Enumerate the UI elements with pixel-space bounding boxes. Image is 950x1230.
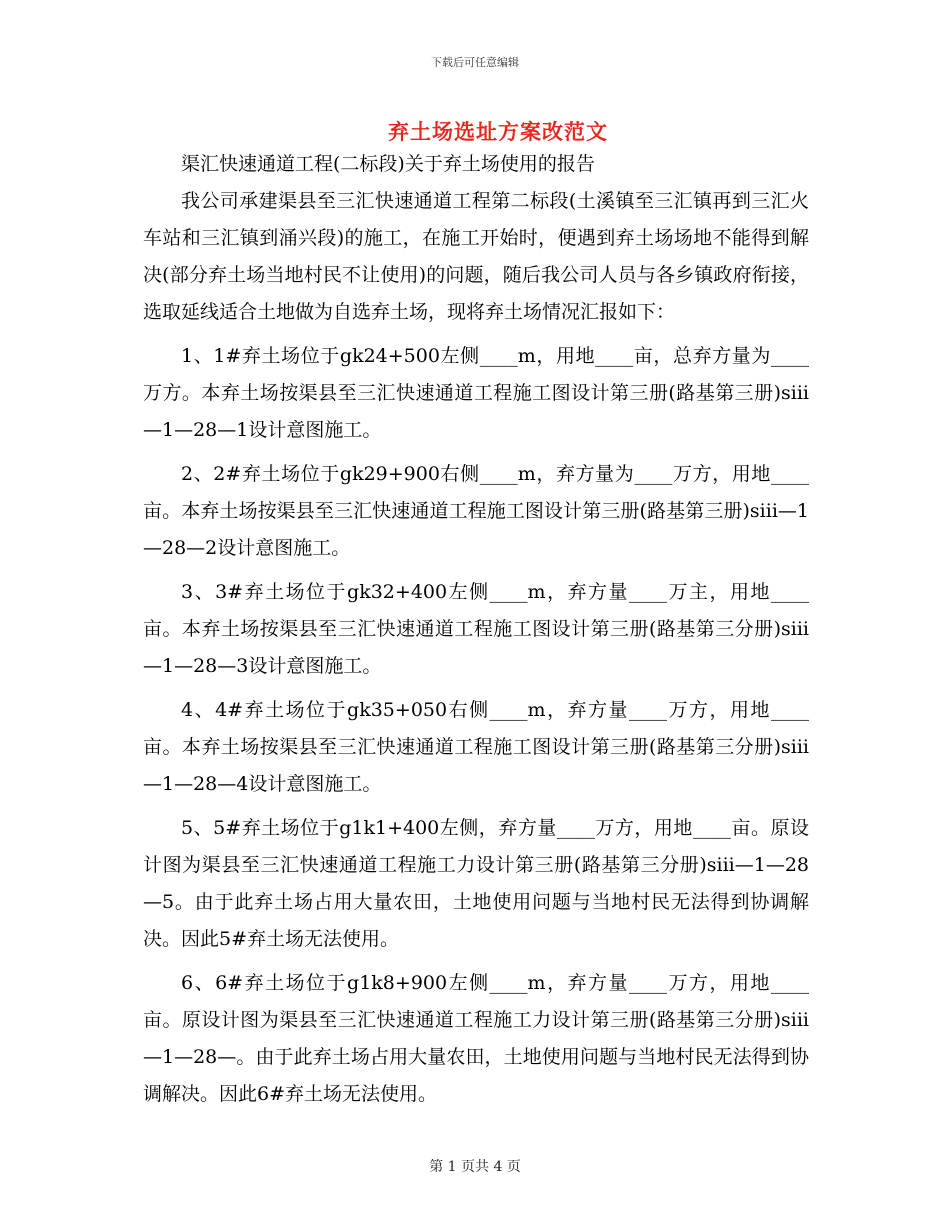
document-body (143, 146, 809, 1113)
page-header-note: 下载后可任意编辑 (431, 56, 519, 69)
item-paragraph-5: 5、5#弃土场位于g1k1+400左侧，弃方量____万方，用地____亩。原设计图为渠县至三汇快速通道工程施工力设计第三册(路基第三分册)siii—1—28—5。由于此弃土场占用大量农田，土地使用问题与当地村民无法得到协调解决。因此5#弃土场无法使用。 (143, 817, 809, 950)
document-title: 弃土场选址方案改范文 (388, 119, 608, 144)
item-paragraph-6: 6、6#弃土场位于g1k8+900左侧____m，弃方量____万方，用地____亩。原设计图为渠县至三汇快速通道工程施工力设计第三册(路基第三分册)siii—1—28—。由于此弃土场占用大量农田，土地使用问题与当地村民无法得到协调解决。因此6#弃土场无法使用。 (143, 972, 809, 1105)
page-number-footer: 第 1 页共 4 页 (429, 1159, 521, 1175)
item-paragraph-2: 2、2#弃土场位于gk29+900右侧____m，弃方量为____万方，用地____亩。本弃土场按渠县至三汇快速通道工程施工图设计第三册(路基第三册)siii—1—28—2设计意图施工。 (143, 463, 809, 559)
item-paragraph-4: 4、4#弃土场位于gk35+050右侧____m，弃方量____万方，用地____亩。本弃土场按渠县至三汇快速通道工程施工图设计第三册(路基第三分册)siii—1—28—4设计意图施工。 (143, 699, 809, 795)
intro-paragraph: 我公司承建渠县至三汇快速通道工程第二标段(土溪镇至三汇镇再到三汇火车站和三汇镇到涌兴段)的施工，在施工开始时，便遇到弃土场场地不能得到解决(部分弃土场当地村民不让使用)的问题，随后我公司人员与各乡镇政府衔接，选取延线适合土地做为自选弃土场，现将弃土场情况汇报如下： (143, 190, 809, 323)
item-paragraph-1: 1、1#弃土场位于gk24+500左侧____m，用地____亩，总弃方量为____万方。本弃土场按渠县至三汇快速通道工程施工图设计第三册(路基第三册)siii—1—28—1设计意图施工。 (143, 345, 809, 441)
report-heading: 渠汇快速通道工程(二标段)关于弃土场使用的报告 (181, 153, 595, 175)
item-paragraph-3: 3、3#弃土场位于gk32+400左侧____m，弃方量____万主，用地____亩。本弃土场按渠县至三汇快速通道工程施工图设计第三册(路基第三分册)siii—1—28—3设计意图施工。 (143, 581, 809, 677)
